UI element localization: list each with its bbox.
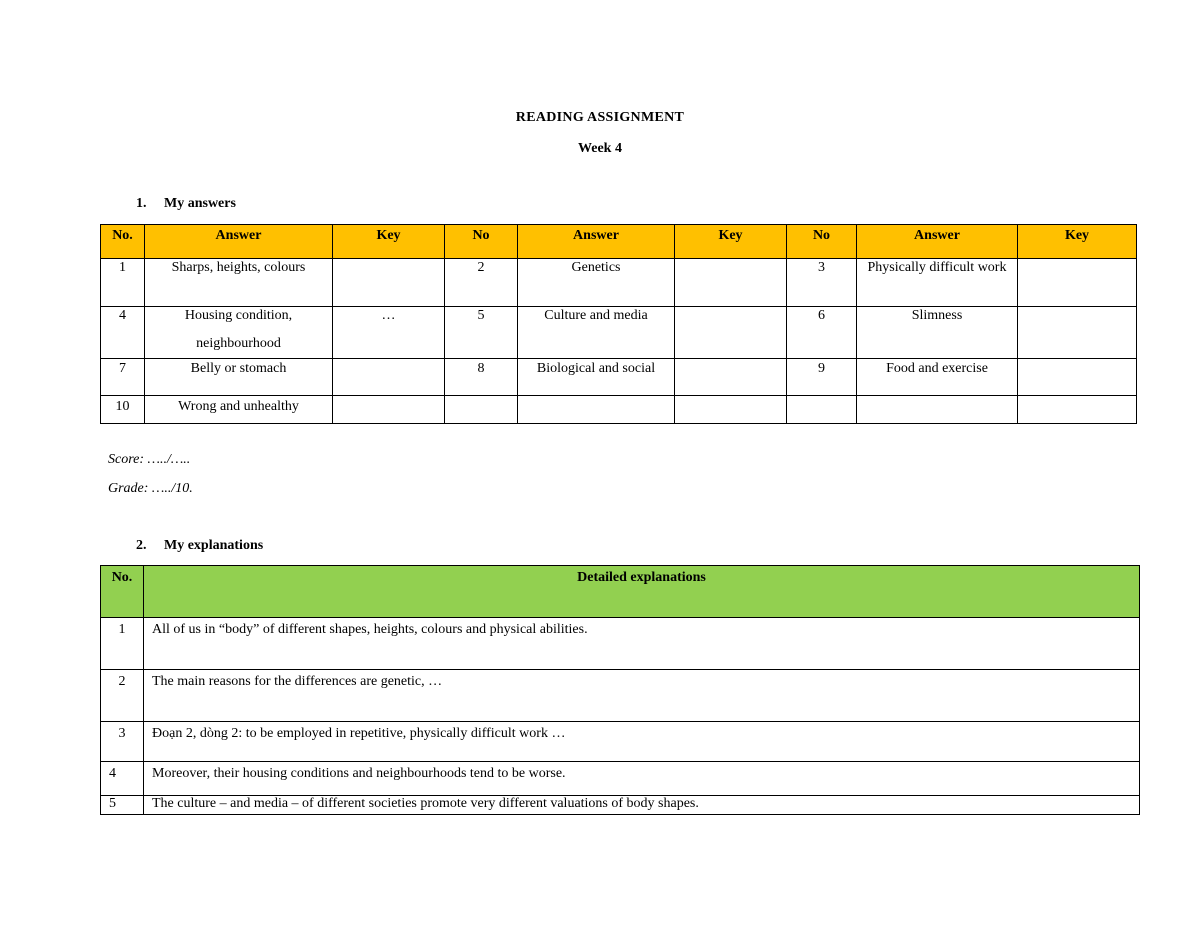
- cell-explanation: Đoạn 2, dòng 2: to be employed in repetitive, physically difficult work …: [144, 722, 1140, 762]
- cell-no: 2: [445, 259, 518, 307]
- cell-answer: Physically difficult work: [857, 259, 1018, 307]
- cell-no: 5: [445, 307, 518, 359]
- cell-no: [787, 396, 857, 424]
- table-row: [101, 762, 1140, 796]
- cell-answer: Genetics: [518, 259, 675, 307]
- section-heading-answers: [136, 196, 236, 212]
- header-no: No.: [101, 225, 145, 259]
- cell-key: [675, 396, 787, 424]
- cell-answer: [857, 396, 1018, 424]
- cell-key: …: [333, 307, 445, 359]
- cell-no: 5: [101, 796, 144, 815]
- cell-explanation: The culture – and media – of different societies promote very different valuations of body shapes.: [144, 796, 1140, 815]
- cell-explanation: All of us in “body” of different shapes, heights, colours and physical abilities.: [144, 618, 1140, 670]
- cell-no: 3: [787, 259, 857, 307]
- cell-key: [333, 259, 445, 307]
- cell-no: 10: [101, 396, 145, 424]
- table-row: [101, 359, 1137, 396]
- document-title: READING ASSIGNMENT: [515, 110, 685, 125]
- header-answer: Answer: [145, 225, 333, 259]
- cell-answer: Food and exercise: [857, 359, 1018, 396]
- cell-key: [675, 359, 787, 396]
- cell-explanation: Moreover, their housing conditions and neighbourhoods tend to be worse.: [144, 762, 1140, 796]
- cell-no: 1: [101, 618, 144, 670]
- cell-no: 1: [101, 259, 145, 307]
- cell-no: 7: [101, 359, 145, 396]
- cell-no: 6: [787, 307, 857, 359]
- table-row: [101, 618, 1140, 670]
- header-key: Key: [1018, 225, 1137, 259]
- section-title: My explanations: [164, 538, 264, 553]
- cell-explanation: The main reasons for the differences are genetic, …: [144, 670, 1140, 722]
- section-number: 2.: [136, 538, 147, 553]
- cell-key: [1018, 307, 1137, 359]
- cell-key: [333, 396, 445, 424]
- cell-answer: Sharps, heights, colours: [145, 259, 333, 307]
- cell-no: 9: [787, 359, 857, 396]
- explanations-table: [100, 565, 1140, 815]
- header-no: No: [445, 225, 518, 259]
- section-number: 1.: [136, 196, 147, 211]
- header-answer: Answer: [518, 225, 675, 259]
- answers-table: [100, 224, 1137, 424]
- table-row: [101, 722, 1140, 762]
- cell-key: [1018, 259, 1137, 307]
- cell-answer: Slimness: [857, 307, 1018, 359]
- cell-answer: Belly or stomach: [145, 359, 333, 396]
- section-title: My answers: [164, 196, 236, 211]
- header-no: No: [787, 225, 857, 259]
- cell-answer: Housing condition, neighbourhood: [145, 307, 333, 359]
- header-answer: Answer: [857, 225, 1018, 259]
- table-header-row: [101, 566, 1140, 618]
- cell-key: [675, 307, 787, 359]
- cell-key: [675, 259, 787, 307]
- document-subtitle: Week 4: [578, 141, 622, 156]
- grade-line: Grade: …../10.: [108, 481, 193, 496]
- cell-answer: Biological and social: [518, 359, 675, 396]
- table-row: [101, 796, 1140, 815]
- section-heading-explanations: [136, 538, 263, 554]
- header-no: No.: [101, 566, 144, 618]
- cell-no: 8: [445, 359, 518, 396]
- cell-answer: [518, 396, 675, 424]
- table-row: [101, 259, 1137, 307]
- cell-answer: Wrong and unhealthy: [145, 396, 333, 424]
- header-key: Key: [675, 225, 787, 259]
- score-line: Score: …../…..: [108, 452, 191, 467]
- cell-key: [333, 359, 445, 396]
- cell-no: 4: [101, 307, 145, 359]
- cell-no: 3: [101, 722, 144, 762]
- cell-no: [445, 396, 518, 424]
- cell-no: 2: [101, 670, 144, 722]
- header-key: Key: [333, 225, 445, 259]
- table-row: [101, 396, 1137, 424]
- cell-key: [1018, 359, 1137, 396]
- cell-key: [1018, 396, 1137, 424]
- table-row: [101, 670, 1140, 722]
- cell-answer: Culture and media: [518, 307, 675, 359]
- table-row: [101, 307, 1137, 359]
- header-detailed-explanations: Detailed explanations: [144, 566, 1140, 618]
- cell-no: 4: [101, 762, 144, 796]
